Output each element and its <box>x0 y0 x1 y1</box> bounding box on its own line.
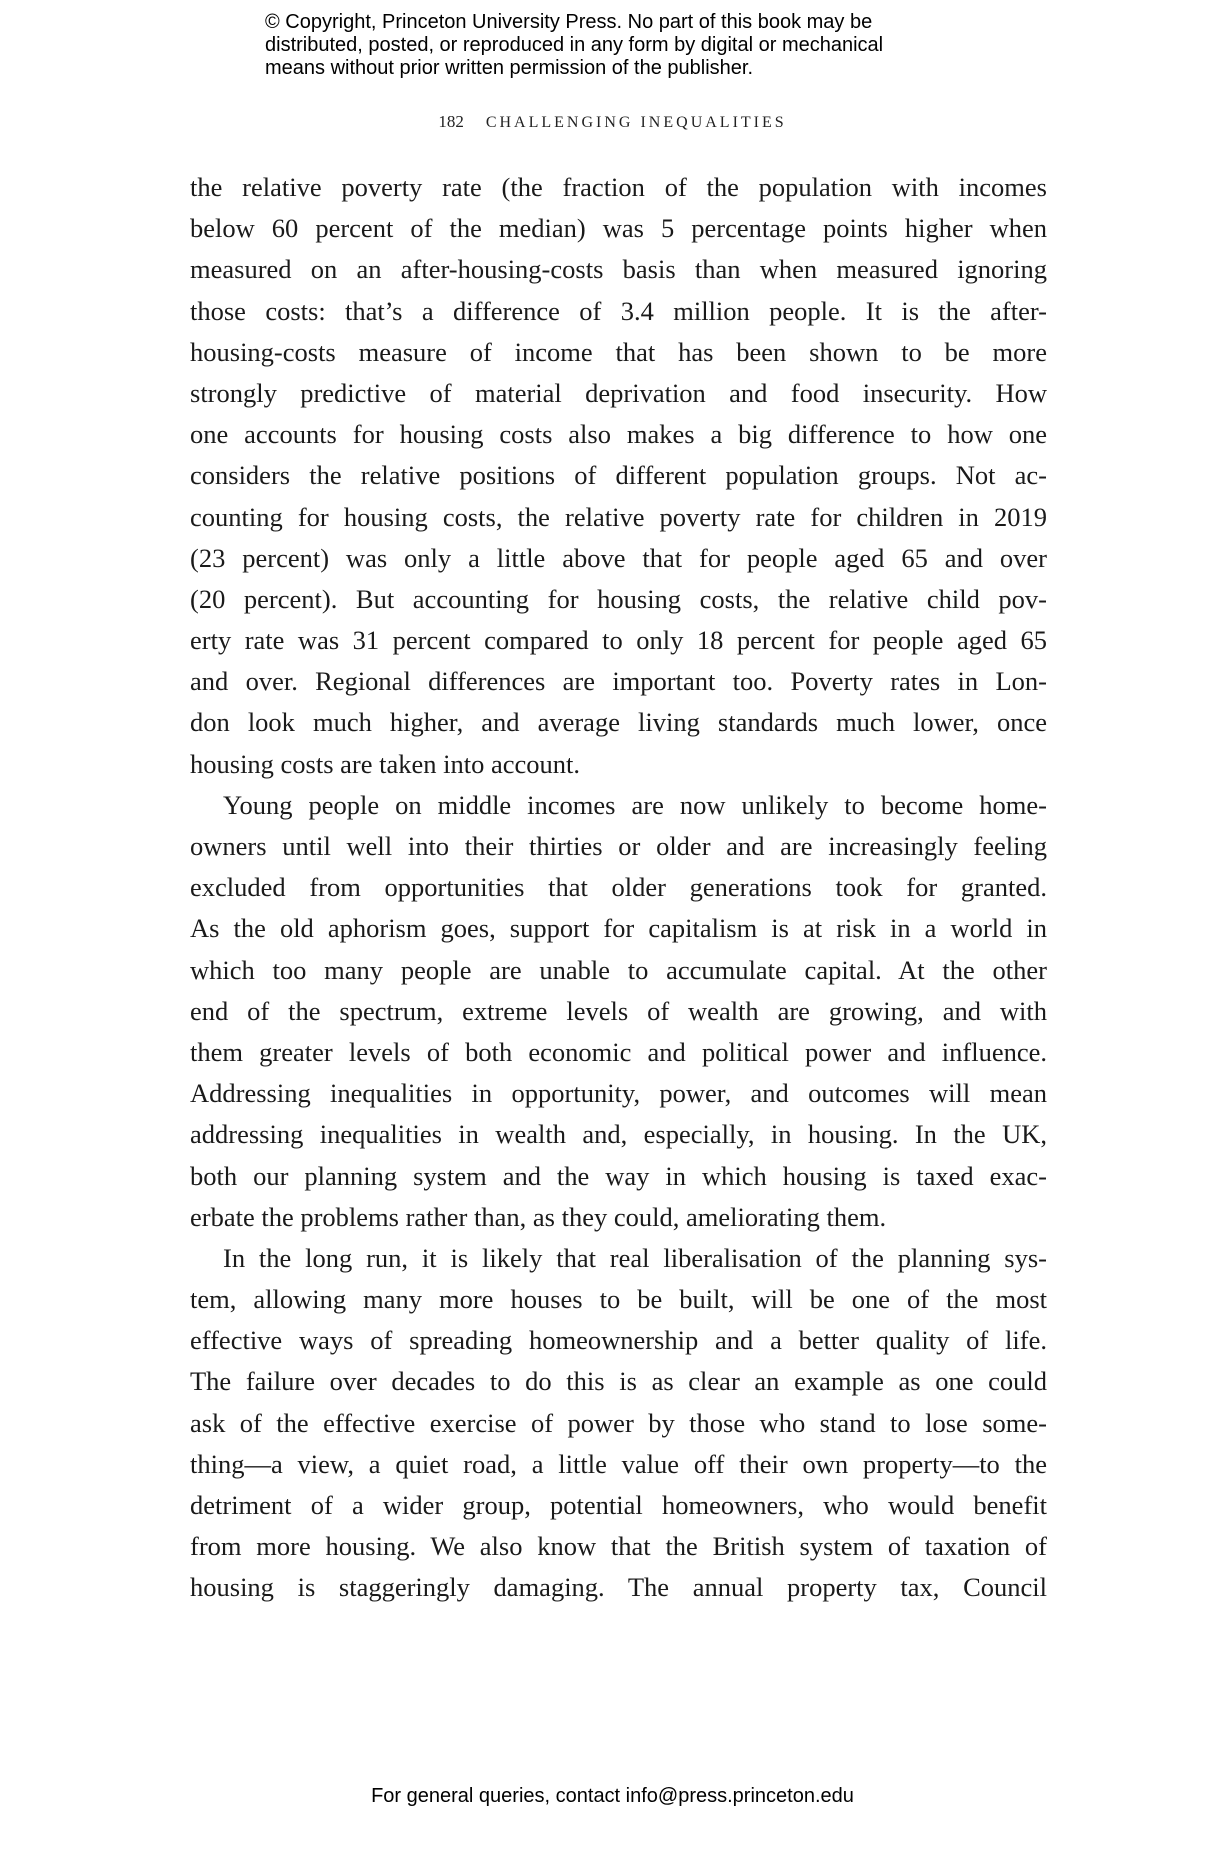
text-line: Young people on middle incomes are now unlikely to become home- <box>223 789 1047 820</box>
text-line: don look much higher, and average living standards much lower, once <box>190 707 1047 738</box>
page-number: 182 <box>438 112 464 131</box>
text-line: measured on an after-housing-costs basis than when measured ignoring <box>190 254 1047 285</box>
chapter-title: CHALLENGING INEQUALITIES <box>485 114 787 131</box>
text-line: excluded from opportunities that older generations took for granted. <box>190 872 1047 903</box>
text-line: In the long run, it is likely that real liberalisation of the planning sys- <box>223 1242 1047 1273</box>
text-line: detriment of a wider group, potential homeowners, who would benefit <box>190 1490 1047 1520</box>
text-line: the relative poverty rate (the fraction of the population with incomes <box>190 172 1047 202</box>
running-head <box>0 112 1225 132</box>
copyright-notice <box>265 11 883 80</box>
text-line: tem, allowing many more houses to be built, will be one of the most <box>190 1284 1047 1315</box>
text-line: housing is staggeringly damaging. The annual property tax, Council <box>190 1572 1047 1603</box>
text-line: (23 percent) was only a little above that for people aged 65 and over <box>190 542 1047 573</box>
text-line: (20 percent). But accounting for housing costs, the relative child pov- <box>190 583 1047 614</box>
text-line: counting for housing costs, the relative poverty rate for children in 2019 <box>190 501 1047 532</box>
text-line: them greater levels of both economic and political power and influence. <box>190 1036 1047 1067</box>
text-line: erty rate was 31 percent compared to only 18 percent for people aged 65 <box>190 625 1047 656</box>
text-line: both our planning system and the way in which housing is taxed exac- <box>190 1160 1047 1191</box>
text-line: considers the relative positions of different population groups. Not ac- <box>190 460 1047 491</box>
text-line: from more housing. We also know that the British system of taxation of <box>190 1531 1047 1562</box>
footer-contact: For general queries, contact info@press.princeton.edu <box>371 1785 854 1807</box>
text-line: strongly predictive of material deprivation and food insecurity. How <box>190 377 1047 408</box>
text-line: erbate the problems rather than, as they could, ameliorating them. <box>190 1201 887 1232</box>
copyright-line: © Copyright, Princeton University Press. No part of this book may be <box>265 11 873 33</box>
text-line: effective ways of spreading homeownership and a better quality of life. <box>190 1325 1047 1356</box>
text-line: housing-costs measure of income that has been shown to be more <box>190 336 1047 367</box>
text-line: Addressing inequalities in opportunity, power, and outcomes will mean <box>190 1078 1047 1109</box>
text-line: The failure over decades to do this is as clear an example as one could <box>190 1366 1047 1397</box>
text-line: one accounts for housing costs also makes a big difference to how one <box>190 419 1047 450</box>
copyright-line: distributed, posted, or reproduced in any form by digital or mechanical <box>265 34 884 56</box>
body-text <box>190 167 1047 1609</box>
text-line: As the old aphorism goes, support for capitalism is at risk in a world in <box>190 913 1047 944</box>
text-line: end of the spectrum, extreme levels of wealth are growing, and with <box>190 995 1047 1026</box>
text-line: below 60 percent of the median) was 5 percentage points higher when <box>190 213 1047 244</box>
text-line: and over. Regional differences are important too. Poverty rates in Lon- <box>190 666 1047 697</box>
text-line: which too many people are unable to accumulate capital. At the other <box>190 954 1047 985</box>
text-line: those costs: that’s a difference of 3.4 million people. It is the after- <box>190 295 1047 326</box>
text-line: thing—a view, a quiet road, a little value off their own property—to the <box>190 1448 1047 1479</box>
text-line: housing costs are taken into account. <box>190 748 581 779</box>
text-line: addressing inequalities in wealth and, especially, in housing. In the UK, <box>190 1119 1047 1150</box>
text-line: owners until well into their thirties or older and are increasingly feeling <box>190 831 1047 861</box>
copyright-line: means without prior written permission of the publisher. <box>265 57 754 79</box>
text-line: ask of the effective exercise of power by those who stand to lose some- <box>190 1407 1047 1438</box>
